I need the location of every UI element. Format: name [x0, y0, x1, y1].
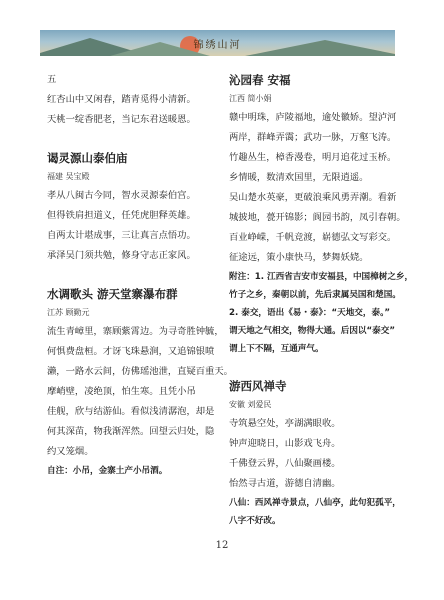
poem-line: 承泽吴门须共勉，修身守志正家风。 — [47, 250, 196, 261]
poem-line: 城披地，甍开锦影；阆园书韵，凤引春朝。 — [229, 212, 406, 223]
poem-line: 天桃一绽香肥老，当记东君送暖恩。 — [47, 114, 196, 125]
poem-note: 自注：小吊，金寨土产小吊酒。 — [47, 466, 168, 476]
poem-line: 自两太计堪成事，三让真言点悟功。 — [47, 230, 196, 241]
poem-author: 江苏 顾勤元 — [47, 308, 90, 317]
poem-line: 寺筑悬空处，亭湖满眼收。 — [229, 418, 341, 429]
header-banner — [40, 30, 395, 56]
poem-line: 竹趣丛生，樟香漫卷，明月追花过玉桥。 — [229, 152, 397, 163]
poem-line: 孝从八闽古今同，智水灵源泰伯宫。 — [47, 190, 196, 201]
poem-line: 濑，一路水云间，仿佛瑶池泄，直疑百重天。 — [47, 366, 233, 377]
poem-note: 八字不好改。 — [229, 516, 281, 526]
page-number: 12 — [215, 540, 229, 551]
poem-line: 何其深苗，物我渐浑然。回望云归处，隐 — [47, 426, 215, 437]
poem-note: 谓天地之气相交，物得大通。后因以“泰交” — [229, 326, 395, 336]
poem-line: 但得铁肩担道义，任凭虎胆释英雄。 — [47, 210, 196, 221]
poem-note: 谓上下不隔，互通声气。 — [229, 344, 324, 354]
poem-title: 水调歌头 游天堂寨瀑布群 — [47, 287, 178, 301]
poem-note: 竹子之乡，秦朝以前，先后隶属吴国和楚国。 — [229, 290, 401, 300]
poem-line: 红杏山中又闲春，踏青觅得小清新。 — [47, 94, 196, 105]
poem-title: 谒灵源山泰伯庙 — [47, 151, 128, 165]
poem-author: 安徽 刘爱民 — [229, 400, 272, 409]
left-column — [47, 70, 233, 480]
poem-line: 百业峥嵘，千帆竞渡，崭德弘文写彩交。 — [229, 232, 397, 243]
poem-author: 福建 吴宝殿 — [47, 172, 90, 181]
poem-line: 两岸，群峰弄霭；武功一脉，万壑飞涛。 — [229, 132, 397, 143]
poem-line: 钟声迎晓日，山影戏飞舟。 — [229, 438, 341, 449]
poem-line: 赣中明珠，庐陵福地，逾处徽娇。望泸河 — [229, 112, 397, 123]
poem-line: 约又笼烟。 — [47, 446, 94, 457]
poem-line: 征途远，策小康快马，梦舞妖娆。 — [229, 252, 369, 263]
poem-line: 佳舰，欣与结游仙。看似浅清潺泡，却是 — [47, 406, 215, 417]
poem-line: 摩峭壁，凌绝顶，怕生寒。且凭小吊 — [47, 386, 196, 397]
poem-line: 何惧费盘桓。才讶飞珠悬涧，又追锦银喷 — [47, 346, 215, 357]
poem-title: 游西风禅寺 — [229, 379, 287, 393]
poem-number: 五 — [47, 74, 57, 85]
banner-title: 锦绣山河 — [193, 40, 242, 51]
poem-title: 沁园春 安福 — [229, 73, 291, 87]
poem-note: 附注：1. 江西省吉安市安福县，中国樟树之乡， — [229, 272, 414, 282]
poem-line: 千佛登云界，八仙聚画楼。 — [229, 458, 341, 469]
poem-line: 吴山楚水英豪，更破浪乘风勇弄潮。看新 — [229, 192, 397, 203]
poem-author: 江西 简小娟 — [229, 94, 272, 103]
poem-note: 2. 泰交，语出《易・泰》：“天地交，泰。” — [229, 308, 391, 318]
poem-line: 怡然寻古道，游德自清幽。 — [229, 478, 341, 489]
right-column — [229, 70, 414, 530]
poem-line: 乡情暖，数清欢国里，无限逍遥。 — [229, 172, 369, 183]
poem-line: 流生青嶂里，寨顾紫霄边。为寻奇胜钟毓， — [47, 326, 224, 337]
poem-note: 八仙：西风禅寺景点，八仙亭，此句犯孤平， — [229, 498, 401, 508]
